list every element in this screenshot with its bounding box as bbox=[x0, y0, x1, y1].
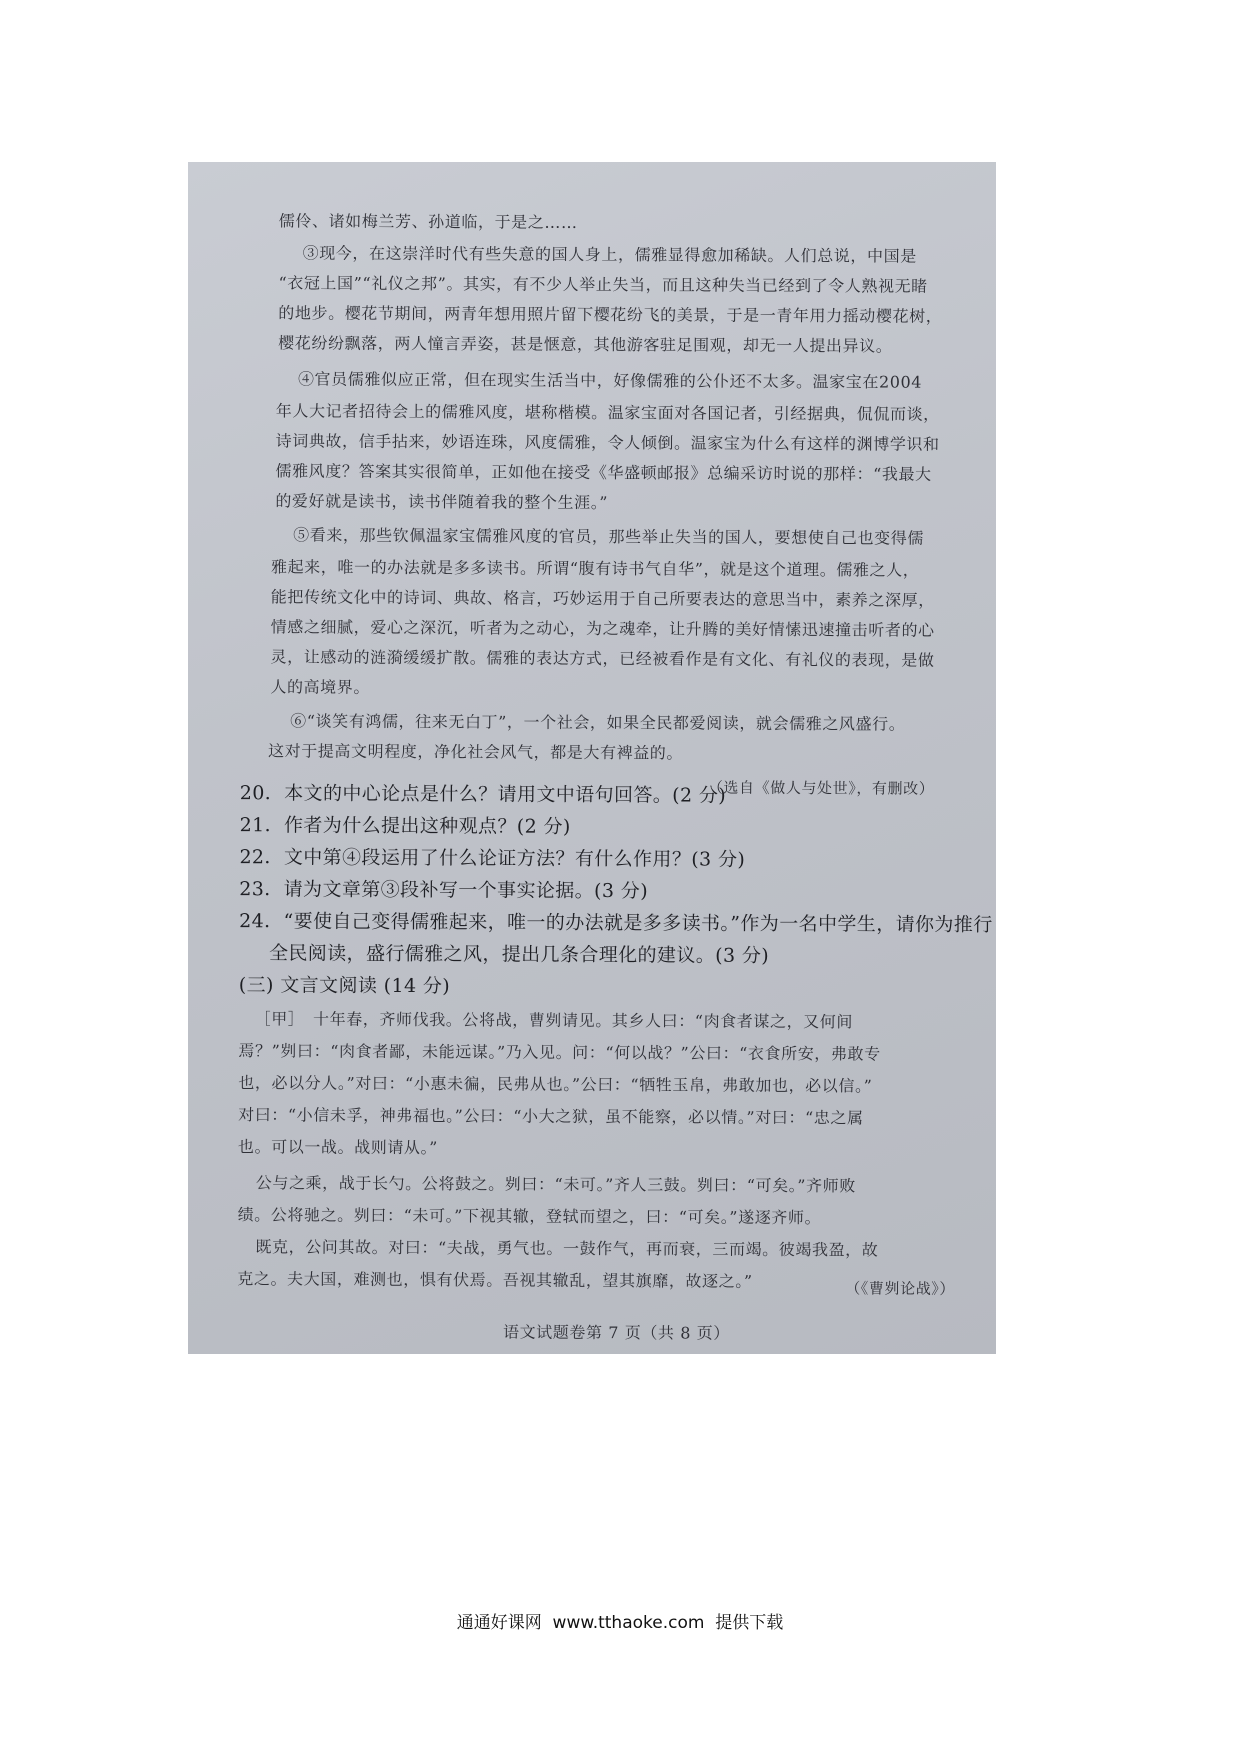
question-24-cont: 全民阅读，盛行儒雅之风，提出几条合理化的建议。(3 分) bbox=[268, 942, 770, 967]
question-23: 23．请为文章第③段补写一个事实论据。(3 分) bbox=[239, 878, 649, 903]
classical-line: 既克，公问其故。对曰：“夫战，勇气也。一鼓作气，再而衰，三而竭。彼竭我盈，故 bbox=[255, 1237, 879, 1260]
essay-line: 这对于提高文明程度，净化社会风气，都是大有裨益的。 bbox=[267, 741, 684, 763]
essay-line: “衣冠上国”“礼仪之邦”。其实，有不少人举止失当，而且这种失当已经到了令人熟视无睹 bbox=[278, 273, 928, 296]
classical-line: ［甲］ 十年春，齐师伐我。公将战，曹刿请见。其乡人曰：“肉食者谋之，又何间 bbox=[254, 1009, 854, 1032]
question-22: 22．文中第④段运用了什么论证方法？有什么作用？(3 分) bbox=[239, 846, 746, 871]
essay-line: ⑤看来，那些钦佩温家宝儒雅风度的官员，那些举止失当的国人，要想使自己也变得儒 bbox=[293, 525, 925, 548]
essay-line: 雅起来，唯一的办法就是多多读书。所谓“腹有诗书气自华”，就是这个道理。儒雅之人， bbox=[270, 557, 920, 580]
essay-line: ⑥“谈笑有鸿儒，往来无白丁”，一个社会，如果全民都爱阅读，就会儒雅之风盛行。 bbox=[290, 711, 906, 734]
classical-line: 对曰：“小信未孚，神弗福也。”公曰：“小大之狱，虽不能察，必以情。”对曰：“忠之属 bbox=[238, 1105, 864, 1128]
question-21: 21．作者为什么提出这种观点？(2 分) bbox=[239, 814, 571, 838]
classical-line: 焉？”刿曰：“肉食者鄙，未能远谋。”乃入见。问：“何以战？”公曰：“衣食所安，弗敢专 bbox=[238, 1041, 881, 1064]
footer-site-name: 通通好课网 bbox=[456, 1613, 542, 1633]
essay-line: 灵，让感动的涟漪缓缓扩散。儒雅的表达方式，已经被看作是有文化、有礼仪的表现，是做 bbox=[270, 647, 935, 670]
essay-source: （选自《做人与处世》，有删改） bbox=[707, 778, 935, 798]
essay-line: 诗词典故，信手拈来，妙语连珠，风度儒雅，令人倾倒。温家宝为什么有这样的渊博学识和 bbox=[275, 431, 940, 454]
classical-line: 也，必以分人。”对曰：“小惠未徧，民弗从也。”公曰：“牺牲玉帛，弗敢加也，必以信。” bbox=[238, 1073, 873, 1096]
question-20: 20．本文的中心论点是什么？请用文中语句回答。(2 分) bbox=[239, 782, 727, 807]
classical-line: 绩。公将驰之。刿曰：“未可。”下视其辙，登轼而望之，曰：“可矣。”遂逐齐师。 bbox=[237, 1205, 822, 1228]
question-24: 24．“要使自己变得儒雅起来，唯一的办法就是多多读书。”作为一名中学生，请你为推行 bbox=[239, 910, 993, 937]
page-number: 语文试题卷第 7 页（共 8 页） bbox=[502, 1322, 730, 1343]
classical-line: 公与之乘，战于长勺。公将鼓之。刿曰：“未可。”齐人三鼓。刿曰：“可矣。”齐师败 bbox=[255, 1173, 856, 1196]
essay-line: 儒雅风度？答案其实很简单，正如他在接受《华盛顿邮报》总编采访时说的那样：“我最大 bbox=[275, 461, 932, 484]
exam-page-content bbox=[188, 162, 996, 1354]
classical-line: 克之。夫大国，难测也，惧有伏焉。吾视其辙乱，望其旗靡，故逐之。” bbox=[237, 1269, 753, 1291]
essay-line: 樱花纷纷飘落，两人憧言弄姿，甚是惬意，其他游客驻足围观，却无一人提出异议。 bbox=[278, 333, 893, 356]
footer-tail: 提供下载 bbox=[715, 1613, 784, 1633]
download-footer bbox=[0, 1608, 1240, 1633]
footer-url[interactable]: www.tthaoke.com bbox=[552, 1613, 705, 1633]
essay-line: 年人大记者招待会上的儒雅风度，堪称楷模。温家宝面对各国记者，引经据典，侃侃而谈， bbox=[275, 401, 940, 424]
exam-page-photo bbox=[188, 162, 996, 1354]
classical-source: （《曹刿论战》） bbox=[845, 1279, 956, 1298]
essay-line: ③现今，在这崇洋时代有些失意的国人身上，儒雅显得愈加稀缺。人们总说，中国是 bbox=[302, 243, 917, 266]
essay-line: 情感之细腻，爱心之深沉，听者为之动心，为之魂牵，让升腾的美好情愫迅速撞击听者的心 bbox=[270, 617, 935, 640]
classical-line: 也。可以一战。战则请从。” bbox=[237, 1137, 438, 1158]
essay-line: ④官员儒雅似应正常，但在现实生活当中，好像儒雅的公仆还不太多。温家宝在2004 bbox=[297, 369, 923, 392]
section-heading-classical: (三) 文言文阅读 (14 分) bbox=[238, 974, 451, 998]
essay-line: 的地步。樱花节期间，两青年想用照片留下樱花纷飞的美景，于是一青年用力摇动樱花树， bbox=[278, 303, 943, 326]
essay-line: 人的高境界。 bbox=[270, 677, 371, 697]
essay-line: 儒伶、诸如梅兰芳、孙道临，于是之…… bbox=[278, 211, 578, 232]
essay-line: 的爱好就是读书，读书伴随着我的整个生涯。” bbox=[275, 491, 609, 513]
essay-line: 能把传统文化中的诗词、典故、格言，巧妙运用于自己所要表达的意思当中，素养之深厚， bbox=[270, 587, 935, 610]
